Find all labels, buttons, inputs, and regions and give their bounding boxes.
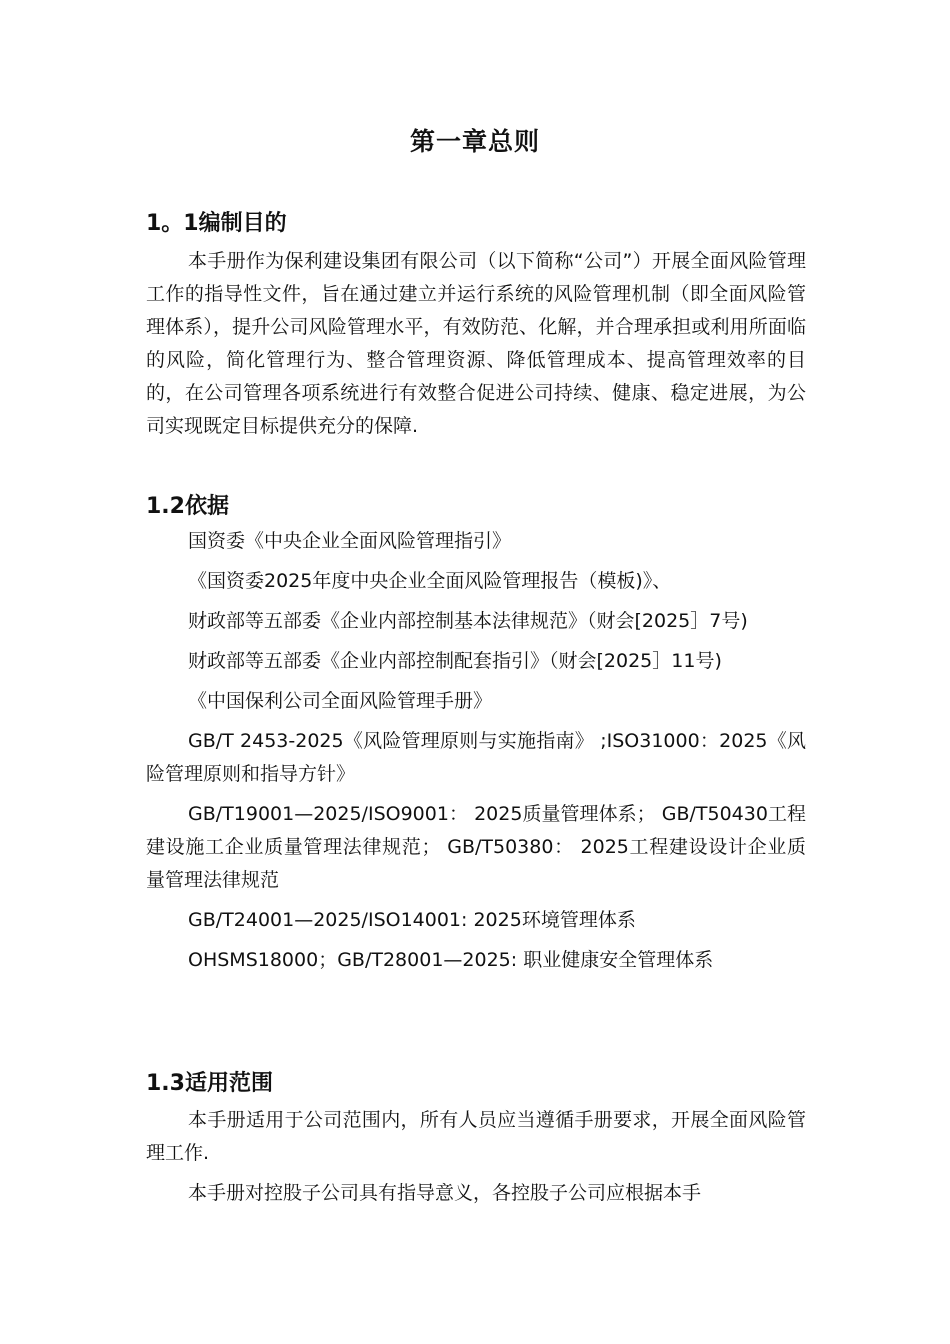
reference-item: 财政部等五部委《企业内部控制配套指引》（财会[2025］11号) [188, 650, 722, 672]
reference-item: 财政部等五部委《企业内部控制基本法律规范》（财会[2025］7号) [188, 610, 748, 632]
paragraph: 本手册对控股子公司具有指导意义，各控股子公司应根据本手 [188, 1182, 702, 1204]
section-body-basis [146, 525, 806, 984]
reference-item: OHSMS18000；GB/T28001—2025: 职业健康安全管理体系 [188, 949, 714, 971]
paragraph: 本手册作为保利建设集团有限公司（以下简称“公司”）开展全面风险管理工作的指导性文件，旨在通过建立并运行系统的风险管理机制（即全面风险管理体系），提升公司风险管理水平，有效防范、化解，并合理承担或利用所面临的风险，简化管理行为、整合管理资源、降低管理成本、提高管理效率的目的，在公司管理各项系统进行有效整合促进公司持续、健康、稳定进展，为公司实现既定目标提供充分的保障. [146, 250, 806, 437]
section-heading-purpose: 1。1编制目的 [146, 211, 287, 236]
reference-item: 《中国保利公司全面风险管理手册》 [188, 690, 493, 712]
reference-item: 《国资委2025年度中央企业全面风险管理报告（模板)》、 [188, 570, 672, 592]
reference-item: GB/T19001—2025/ISO9001： 2025质量管理体系； GB/T50430工程建设施工企业质量管理法律规范； GB/T50380： 2025工程建设设计企业质量管理法律规范 [146, 803, 806, 891]
section-body-scope [146, 1104, 806, 1210]
paragraph: 本手册适用于公司范围内，所有人员应当遵循手册要求，开展全面风险管理工作. [146, 1109, 806, 1164]
section-body-purpose [146, 245, 806, 443]
reference-item: GB/T 2453-2025《风险管理原则与实施指南》 ;ISO31000：2025《风险管理原则和指导方针》 [146, 730, 806, 785]
chapter-title: 第一章总则 [409, 127, 540, 156]
reference-item: 国资委《中央企业全面风险管理指引》 [188, 530, 512, 552]
reference-item: GB/T24001—2025/ISO14001: 2025环境管理体系 [188, 909, 636, 931]
section-heading-scope: 1.3适用范围 [146, 1071, 273, 1096]
section-heading-basis: 1.2依据 [146, 494, 229, 519]
